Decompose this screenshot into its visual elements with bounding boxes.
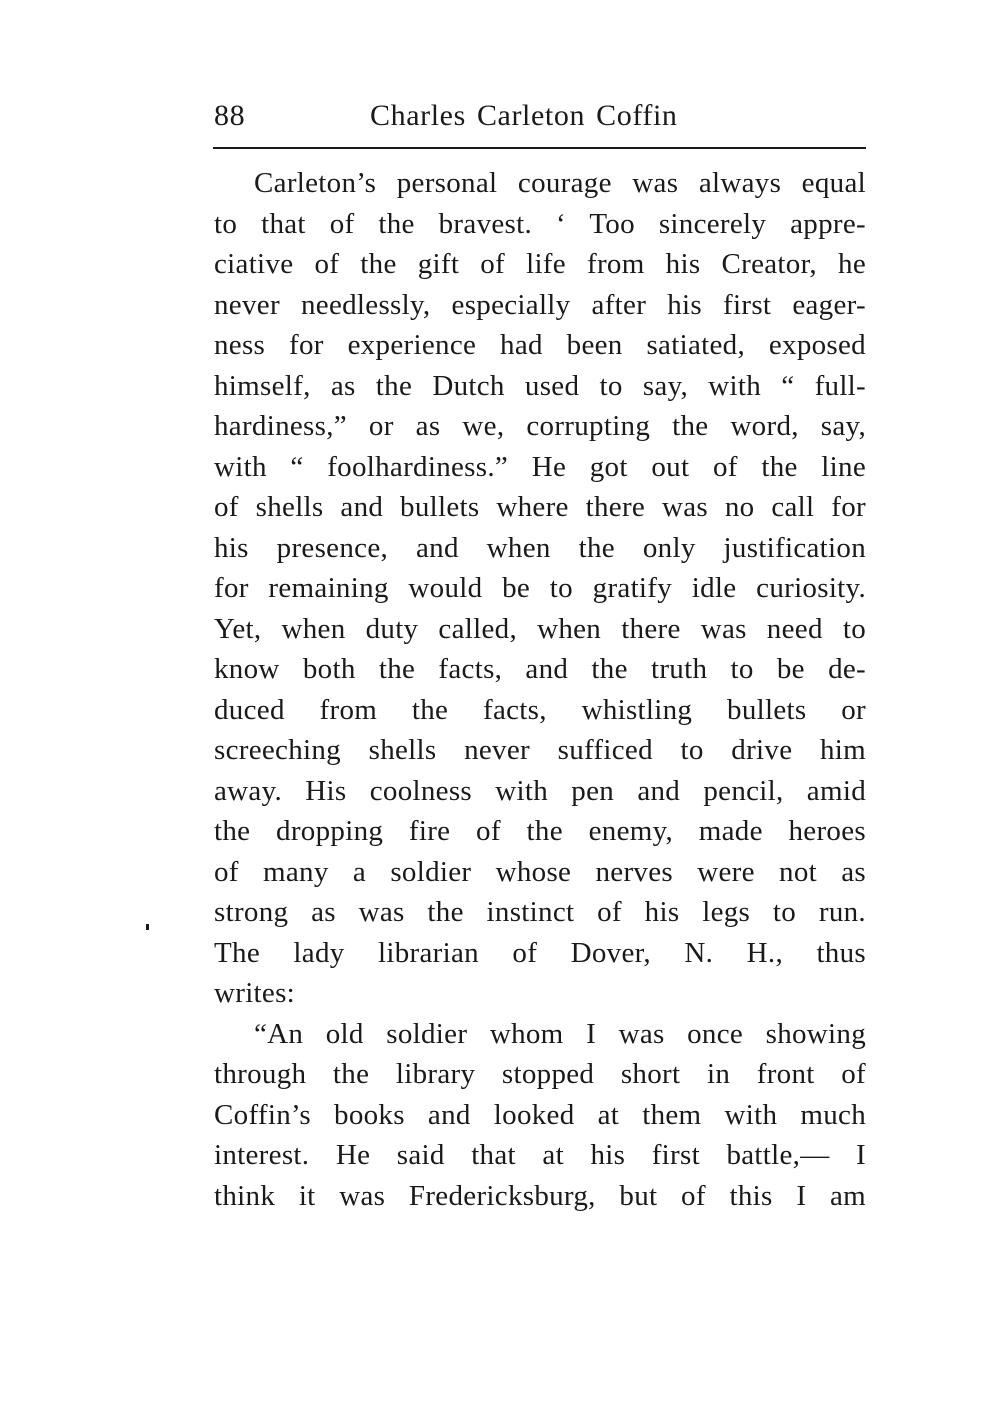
text-line: duced from the facts, whistling bullets or [214,693,866,726]
text-line: to that of the bravest. ‘ Too sincerely appre- [214,207,866,240]
text-line: writes: [214,977,296,1009]
text-line: through the library stopped short in front of [214,1058,866,1090]
text-line: The lady librarian of Dover, N. H., thus [214,936,866,969]
text-line: screeching shells never sufficed to drive him [214,734,866,766]
text-line: himself, as the Dutch used to say, with “ full- [214,369,866,402]
text-line: his presence, and when the only justification [214,531,866,564]
text-line: never needlessly, especially after his first eager- [214,288,866,321]
running-title: Charles Carleton Coffin [370,99,678,132]
text-line: “An old soldier whom I was once showing [254,1017,866,1050]
text-line: ciative of the gift of life from his Creator, he [214,248,866,280]
body-text [214,163,866,1216]
text-line: ness for experience had been satiated, exposed [214,329,866,361]
text-line: Yet, when duty called, when there was need to [214,612,866,645]
text-line: the dropping fire of the enemy, made heroes [214,815,866,847]
text-line: of shells and bullets where there was no call for [214,491,866,523]
header-rule [213,147,866,149]
text-line: of many a soldier whose nerves were not as [214,855,866,888]
text-line: for remaining would be to gratify idle curiosity. [214,572,866,604]
paragraph-old-soldier [214,1014,866,1217]
text-line: Coffin’s books and looked at them with much [214,1098,866,1131]
paragraph-courage [214,163,866,1014]
text-line: interest. He said that at his first battle,— I [214,1139,866,1171]
text-line: away. His coolness with pen and pencil, amid [214,774,866,807]
text-line: think it was Fredericksburg, but of this I am [214,1179,866,1212]
text-line: strong as was the instinct of his legs to run. [214,896,866,928]
text-line: hardiness,” or as we, corrupting the word, say, [214,410,866,442]
text-line: Carleton’s personal courage was always equal [254,167,866,199]
margin-mark [146,924,149,930]
text-line: with “ foolhardiness.” He got out of the line [214,450,866,483]
running-head [214,92,866,140]
text-line: know both the facts, and the truth to be de- [214,653,866,685]
page-number: 88 [214,99,246,132]
